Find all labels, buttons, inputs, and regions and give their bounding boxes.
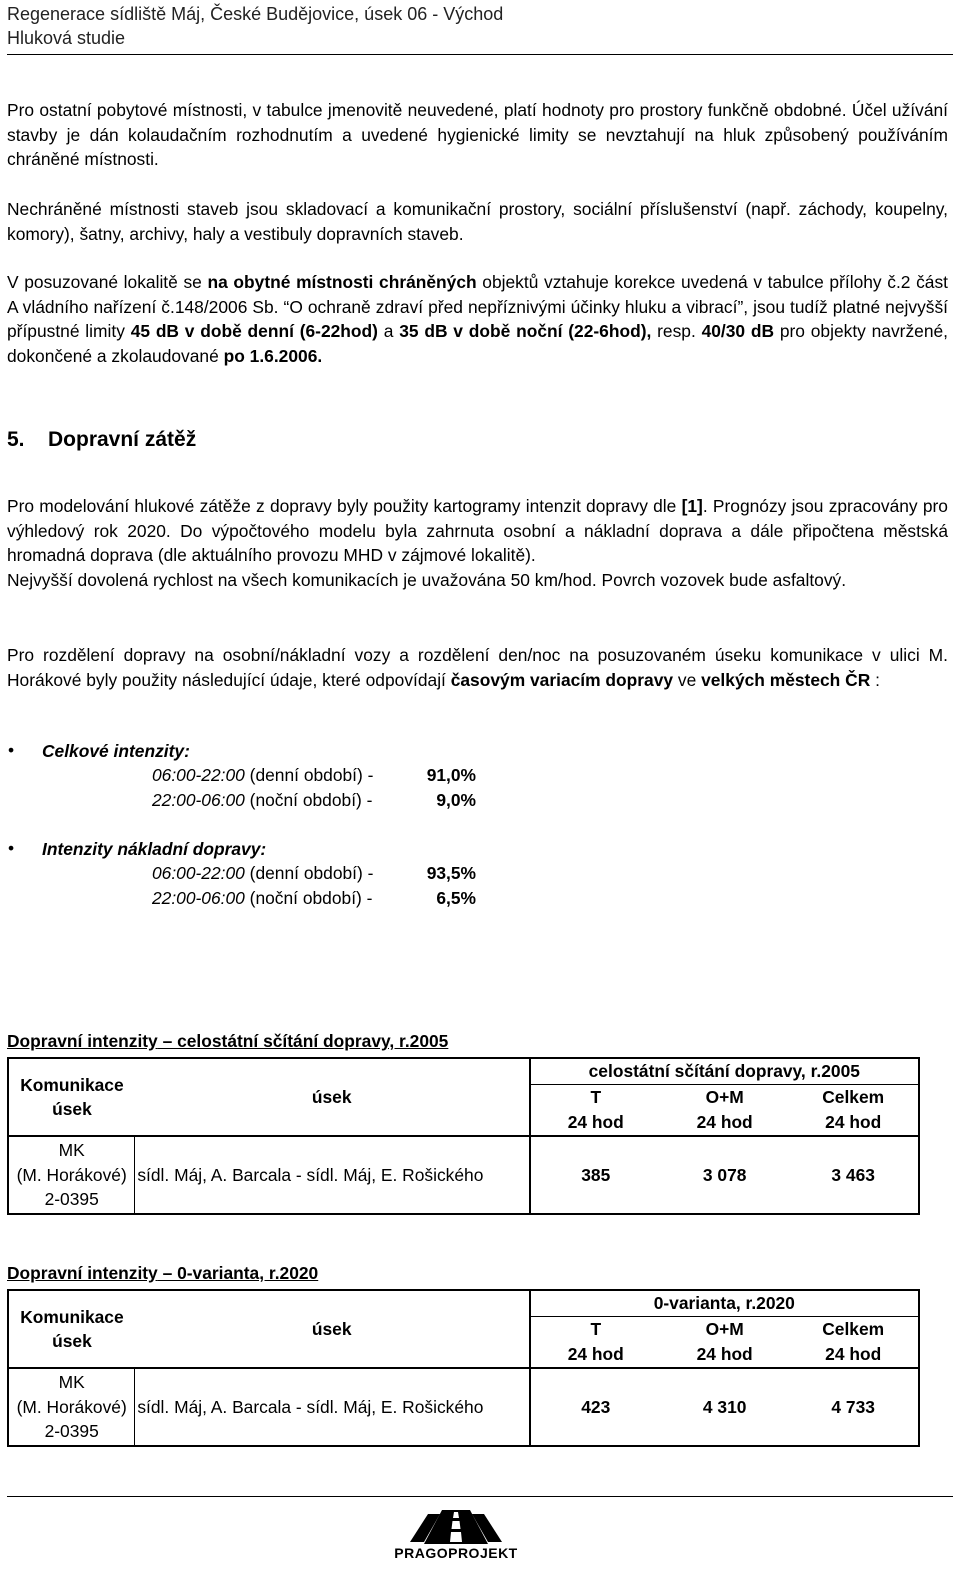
traffic-table-2020 <box>7 1289 920 1447</box>
paragraph-other-rooms: Pro ostatní pobytové místnosti, v tabulce jmenovitě neuvedené, platí hodnoty pro prostory funkčně obdobné. Účel užívání stavby je dán kolaudačním rozhodnutím a uvedené hygienické limity se nevztahují na hluk způsobený používáním chráněné místnosti. <box>7 100 948 169</box>
bullet-value: 9,0% <box>436 790 476 810</box>
document-subtitle: Hluková studie <box>7 28 126 48</box>
table-cell-section: sídl. Máj, A. Barcala - sídl. Máj, E. Rošického <box>135 1368 530 1446</box>
table-cell-value: 385 <box>530 1136 661 1214</box>
bullet-row: 22:00-06:00 (noční období) - <box>152 888 373 908</box>
table-cell-road: MK (M. Horákové) 2-0395 <box>8 1368 135 1446</box>
header-om: O+M 24 hod <box>696 1319 753 1364</box>
table-cell-value: 4 733 <box>788 1368 919 1446</box>
bullet-icon: • <box>8 740 15 760</box>
table-cell-value: 423 <box>530 1368 661 1446</box>
table-cell-value: 3 078 <box>661 1136 788 1214</box>
bullet-icon: • <box>8 838 15 858</box>
paragraph-unprotected-rooms: Nechráněné místnosti staveb jsou skladovací a komunikační prostory, sociální příslušenství (např. záchody, koupelny, komory), šatny, archivy, haly a vestibuly dopravních staveb. <box>7 199 948 244</box>
section-heading: 5. Dopravní zátěž <box>7 428 197 451</box>
table-cell-value: 3 463 <box>788 1136 919 1214</box>
document-title: Regenerace sídliště Máj, České Budějovice, úsek 06 - Východ <box>7 4 504 24</box>
header-om: O+M 24 hod <box>696 1087 753 1132</box>
company-logo-text: PRAGOPROJEKT <box>394 1545 518 1561</box>
bullet-title-freight: Intenzity nákladní dopravy: <box>42 839 267 859</box>
bullet-title-total: Celkové intenzity: <box>42 741 190 761</box>
bullet-value: 6,5% <box>436 888 476 908</box>
paragraph-traffic-split: Pro rozdělení dopravy na osobní/nákladní vozy a rozdělení den/noc na posuzovaném úseku komunikace v ulici M. Horákové byly použity následující údaje, které odpovídají časovým variacím dopravy ve velkých městech ČR : <box>7 645 948 690</box>
header-t: T 24 hod <box>567 1087 624 1132</box>
footer-divider <box>7 1496 953 1497</box>
paragraph-traffic-model: Pro modelování hlukové zátěže z dopravy byly použity kartogramy intenzit dopravy dle [1]. Prognózy jsou zpracovány pro výhledový rok 2020. Do výpočtového modelu byla zahrnuta osobní a nákladní doprava a dále připočtena městská hromadná doprava (dle aktuálního provozu MHD v zájmové lokalitě). <box>7 496 948 565</box>
bullet-row: 22:00-06:00 (noční období) - <box>152 790 373 810</box>
table-cell-value: 4 310 <box>661 1368 788 1446</box>
header-total: Celkem 24 hod <box>788 1316 919 1368</box>
traffic-table-2005 <box>7 1057 920 1215</box>
header-t: T 24 hod <box>567 1319 624 1364</box>
header-group: celostátní sčítání dopravy, r.2005 <box>530 1058 919 1084</box>
header-group: 0-varianta, r.2020 <box>530 1290 919 1316</box>
header-total: Celkem 24 hod <box>788 1084 919 1136</box>
header-divider <box>7 54 953 55</box>
header-section: úsek <box>135 1290 530 1368</box>
header-section: úsek <box>135 1058 530 1136</box>
bullet-row: 06:00-22:00 (denní období) - <box>152 863 374 883</box>
header-road: Komunikace úsek <box>8 1290 135 1368</box>
bullet-value: 93,5% <box>426 863 476 883</box>
table-caption: Dopravní intenzity – celostátní sčítání dopravy, r.2005 <box>7 1031 449 1051</box>
bullet-value: 91,0% <box>426 765 476 785</box>
bullet-row: 06:00-22:00 (denní období) - <box>152 765 374 785</box>
paragraph-speed-surface: Nejvyšší dovolená rychlost na všech komunikacích je uvažována 50 km/hod. Povrch vozovek bude asfaltový. <box>7 570 847 590</box>
table-cell-section: sídl. Máj, A. Barcala - sídl. Máj, E. Rošického <box>135 1136 530 1214</box>
header-road: Komunikace úsek <box>8 1058 135 1136</box>
table-caption: Dopravní intenzity – 0-varianta, r.2020 <box>7 1263 319 1283</box>
table-cell-road: MK (M. Horákové) 2-0395 <box>8 1136 135 1214</box>
paragraph-limits: V posuzované lokalitě se na obytné místnosti chráněných objektů vztahuje korekce uvedená v tabulce přílohy č.2 část A vládního nařízení č.148/2006 Sb. “O ochraně zdraví před nepříznivými účinky hluku a vibrací”, jsou tudíž platné nejvyšší přípustné limity 45 dB v době denní (6-22hod) a 35 dB v době noční (22-6hod), resp. 40/30 dB pro objekty navržené, dokončené a zkolaudované po 1.6.2006. <box>7 272 949 366</box>
